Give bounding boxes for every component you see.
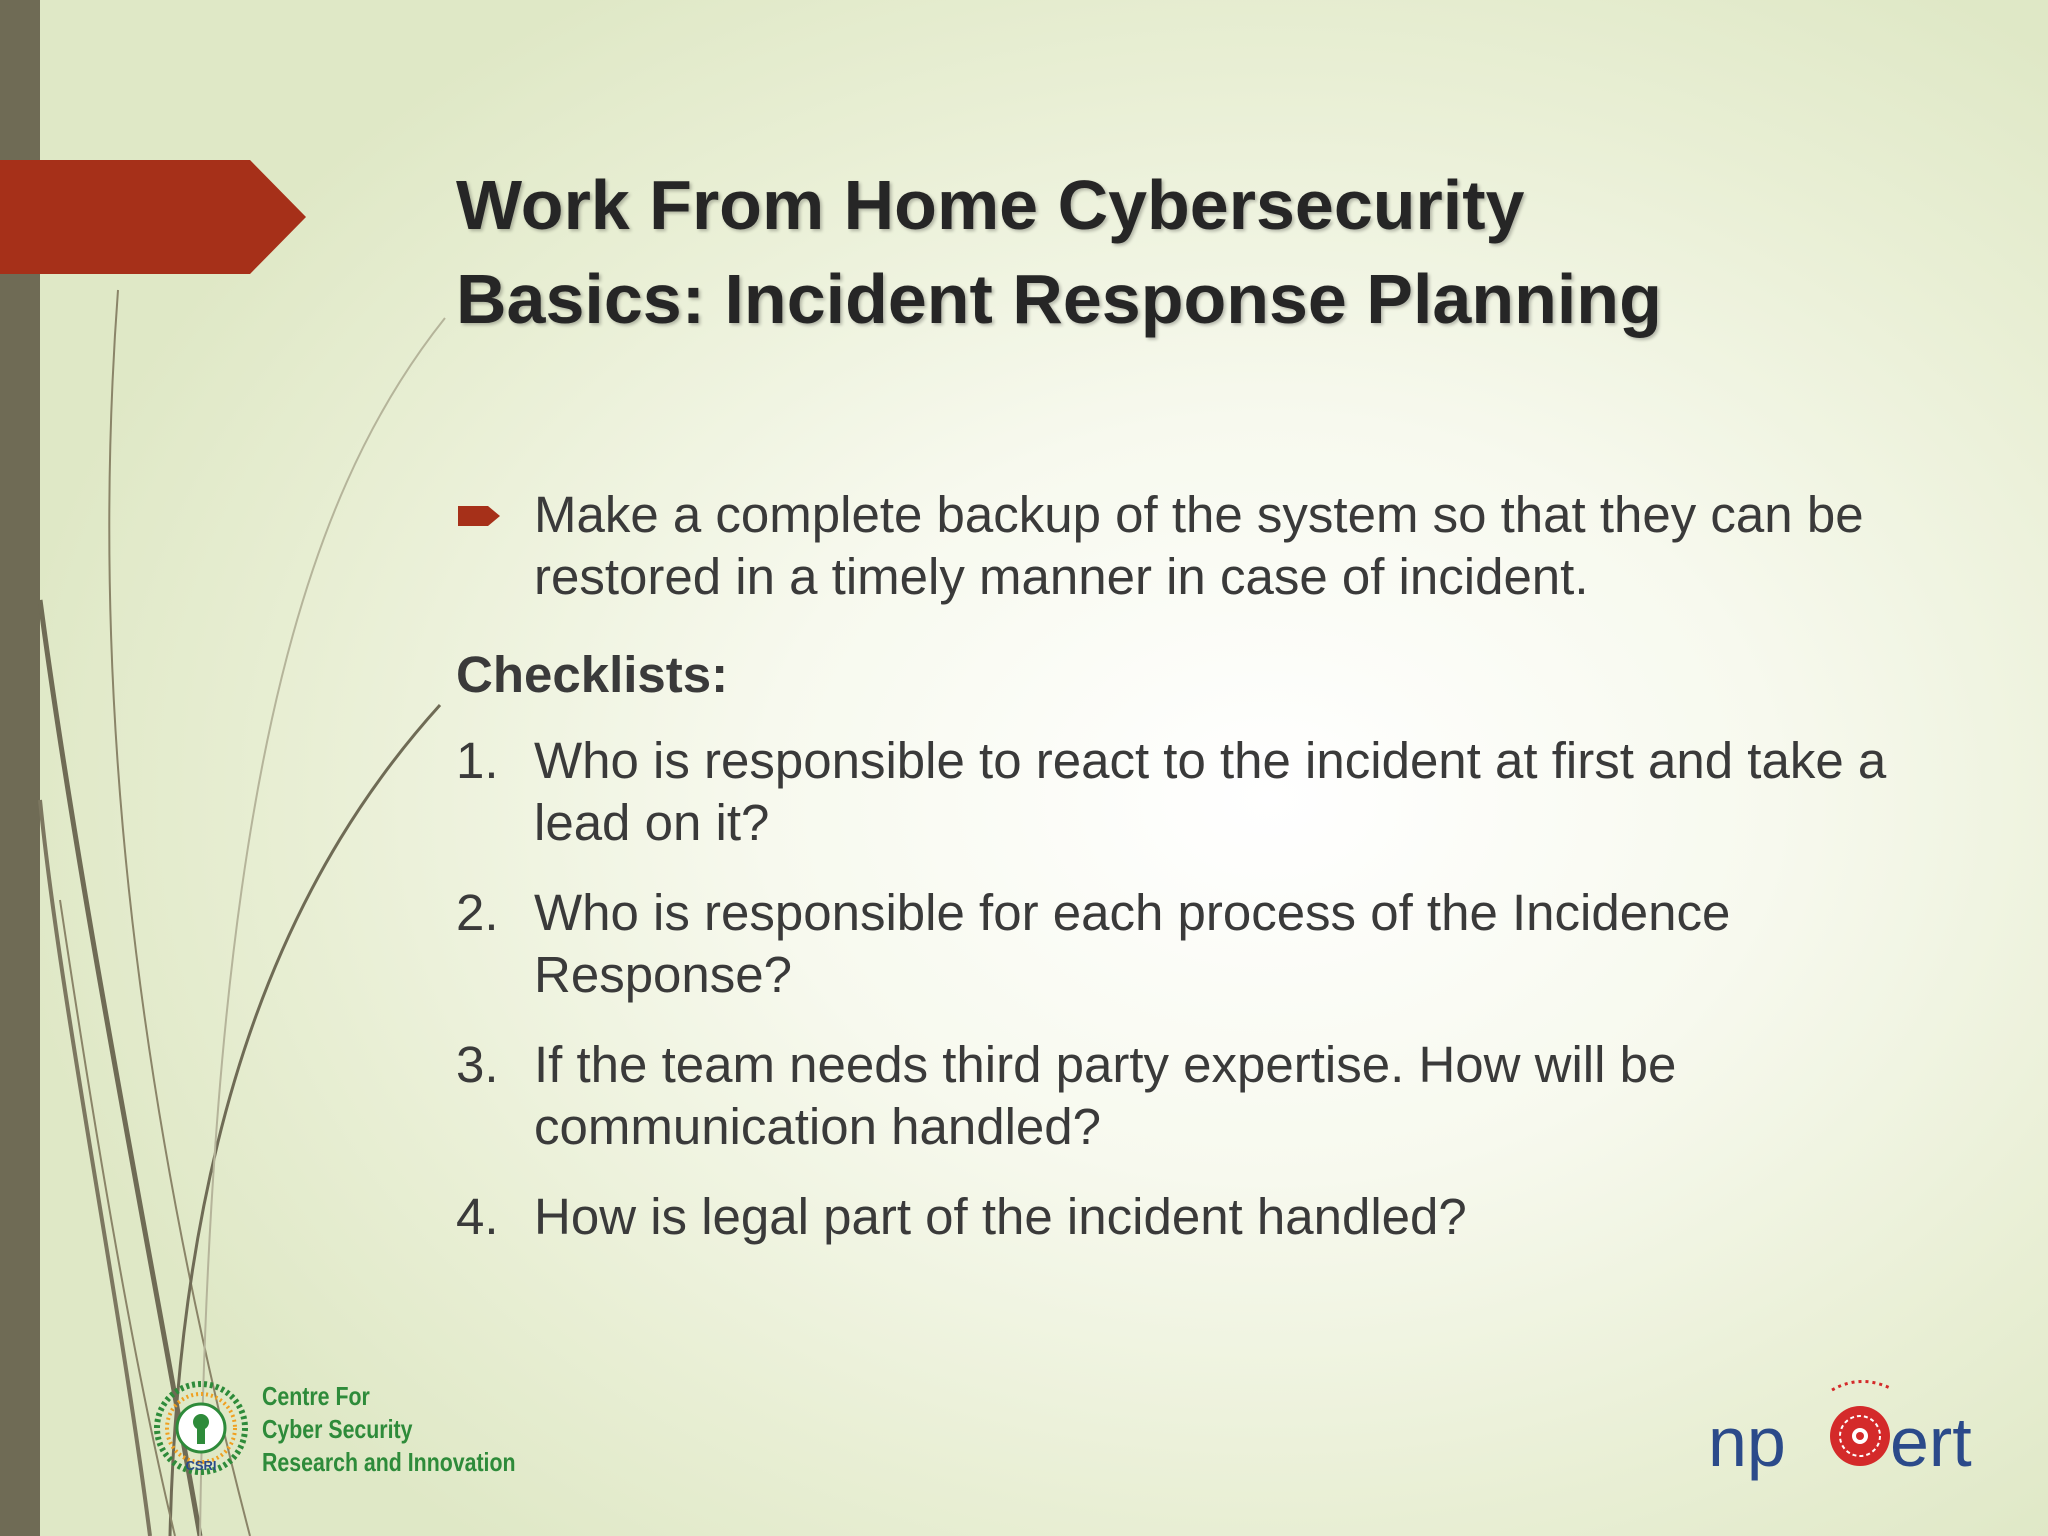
csri-line-1: Centre For [262, 1381, 370, 1411]
bullet-text: Make a complete backup of the system so that they can be restored in a timely manner in case of incident. [534, 486, 1864, 605]
csri-seal-label: CSRI [185, 1458, 217, 1473]
npcert-logo [1700, 1368, 2000, 1488]
npcert-text-left: np [1708, 1403, 1786, 1481]
checklist-item [456, 1034, 1936, 1158]
csri-logo [148, 1378, 528, 1478]
item-number: 1. [456, 732, 499, 789]
csri-line-3: Research and Innovation [262, 1447, 516, 1477]
item-text: How is legal part of the incident handled? [534, 1188, 1467, 1245]
bullet-arrow-icon [458, 506, 500, 526]
item-number: 4. [456, 1188, 499, 1245]
csri-text [262, 1380, 516, 1479]
item-number: 3. [456, 1036, 499, 1093]
checklist-item [456, 882, 1936, 1006]
bullet-item [456, 484, 1936, 608]
checklist-item [456, 730, 1936, 854]
checklist-item [456, 1186, 1936, 1248]
item-text: Who is responsible to react to the incident at first and take a lead on it? [534, 732, 1887, 851]
title-arrow-tab [0, 160, 306, 274]
item-text: Who is responsible for each process of the Incidence Response? [534, 884, 1731, 1003]
npcert-text-right: ert [1890, 1403, 1972, 1481]
npcert-emblem-icon [1830, 1381, 1890, 1466]
slide-title [456, 158, 1956, 346]
item-number: 2. [456, 884, 499, 941]
csri-seal-icon [148, 1378, 254, 1478]
item-text: If the team needs third party expertise. How will be communication handled? [534, 1036, 1677, 1155]
checklist [456, 730, 1936, 1248]
title-line-1: Work From Home Cybersecurity [456, 166, 1525, 244]
csri-line-2: Cyber Security [262, 1414, 413, 1444]
slide-body [456, 484, 1936, 1248]
checklists-heading: Checklists: [456, 646, 729, 703]
title-line-2: Basics: Incident Response Planning [456, 260, 1662, 338]
